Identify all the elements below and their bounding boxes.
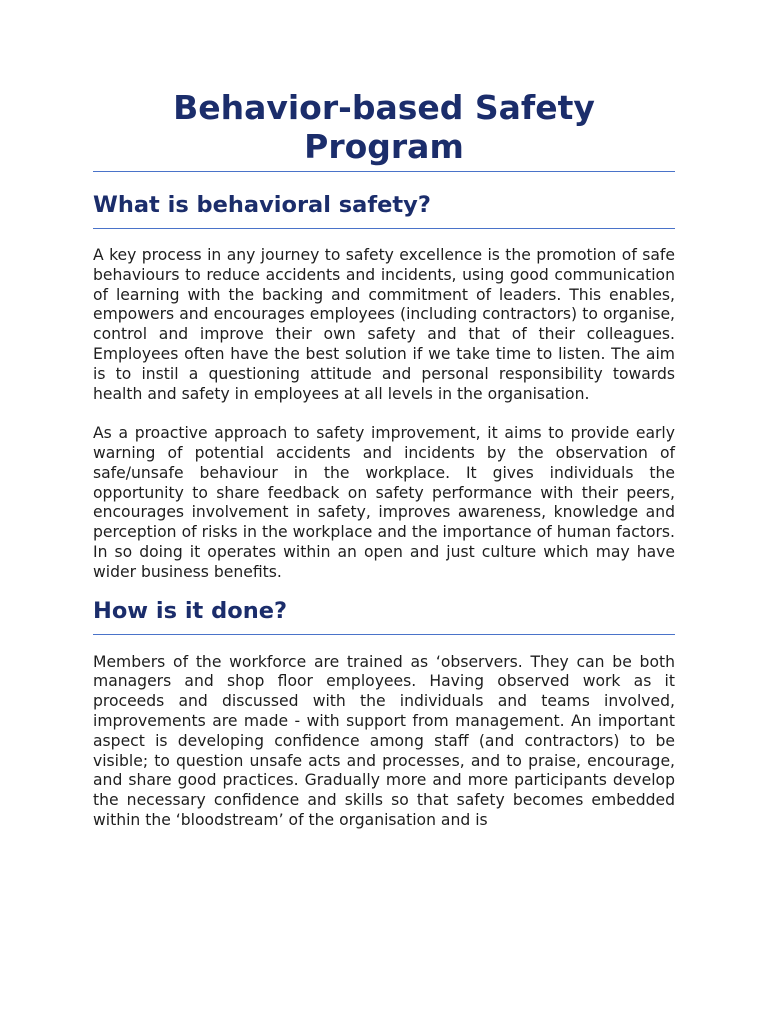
paragraph-observers: Members of the workforce are trained as ‘observers. They can be both managers and shop floor employees. Having observed work as it proceeds and discussed with the individuals and teams involved, improvements are made - with support from management. An important aspect is developing confidence among staff (and contractors) to be visible; to question unsafe acts and processes, and to praise, encourage, and share good practices. Gradually more and more participants develop the necessary confidence and skills so that safety becomes embedded within the ‘bloodstream’ of the organisation and is xyxy=(93,652,675,829)
section-divider xyxy=(93,634,675,635)
section-heading-behavioral-safety: What is behavioral safety? xyxy=(93,192,431,218)
section-divider xyxy=(93,228,675,229)
section-heading-how-is-it-done: How is it done? xyxy=(93,597,288,624)
document-title: Behavior-based Safety Program xyxy=(173,88,595,166)
document-page xyxy=(93,84,675,831)
title-divider xyxy=(93,171,675,172)
paragraph-proactive-approach: As a proactive approach to safety improvement, it aims to provide early warning of potential accidents and incidents by the observation of safe/unsafe behaviour in the workplace. It gives individuals the opportunity to share feedback on safety performance with their peers, encourages involvement in safety, improves awareness, knowledge and perception of risks in the workplace and the importance of human factors. In so doing it operates within an open and just culture which may have wider business benefits. xyxy=(93,424,675,581)
paragraph-key-process: A key process in any journey to safety excellence is the promotion of safe behaviours to reduce accidents and incidents, using good communication of learning with the backing and commitment of leaders. This enables, empowers and encourages employees (including contractors) to organise, control and improve their own safety and that of their colleagues. Employees often have the best solution if we take time to listen. The aim is to instil a questioning attitude and personal responsibility towards health and safety in employees at all levels in the organisation. xyxy=(93,246,675,403)
